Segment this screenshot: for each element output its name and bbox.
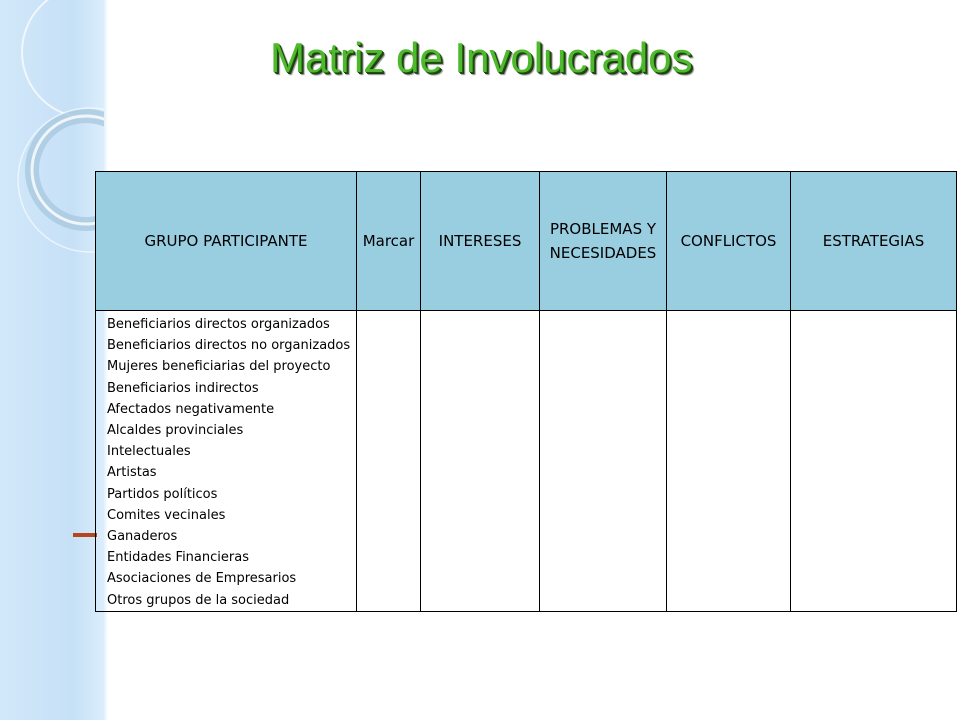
side-decoration-strip <box>0 0 104 720</box>
list-item: Beneficiarios directos organizados <box>107 317 330 332</box>
header-marcar: Marcar <box>357 172 421 311</box>
list-item: Comites vecinales <box>107 507 226 523</box>
ring-decoration <box>0 0 104 720</box>
header-row <box>96 172 957 311</box>
list-item: Partidos políticos <box>107 486 218 502</box>
list-item: Intelectuales <box>107 444 191 460</box>
page-title: Matriz de Involucrados <box>270 34 693 81</box>
intereses-cell <box>421 311 540 612</box>
involucrados-matrix <box>95 171 957 612</box>
list-item: Asociaciones de Empresarios <box>107 571 297 587</box>
list-item: Otros grupos de la sociedad <box>107 592 290 608</box>
header-problemas-necesidades: PROBLEMAS Y NECESIDADES <box>540 172 667 311</box>
conflictos-cell <box>667 311 791 612</box>
header-estrategias: ESTRATEGIAS <box>791 172 957 311</box>
list-item: Beneficiarios indirectos <box>107 380 259 396</box>
estrategias-cell <box>791 311 957 612</box>
list-item: Entidades Financieras <box>107 550 249 566</box>
list-item: Alcaldes provinciales <box>107 423 244 439</box>
header-grupo-participante: GRUPO PARTICIPANTE <box>96 172 357 311</box>
header-intereses: INTERESES <box>421 172 540 311</box>
list-item: Afectados negativamente <box>107 401 275 417</box>
list-item: Artistas <box>107 465 157 481</box>
marcar-cell <box>357 311 421 612</box>
groups-cell <box>96 311 357 612</box>
list-item: Ganaderos <box>107 529 178 545</box>
list-item: Mujeres beneficiarias del proyecto <box>107 359 331 375</box>
list-item: Beneficiarios directos no organizados <box>107 338 351 354</box>
header-conflictos: CONFLICTOS <box>667 172 791 311</box>
body-row <box>96 311 957 612</box>
accent-line <box>73 533 97 537</box>
problemas-cell <box>540 311 667 612</box>
groups-list <box>96 311 356 611</box>
